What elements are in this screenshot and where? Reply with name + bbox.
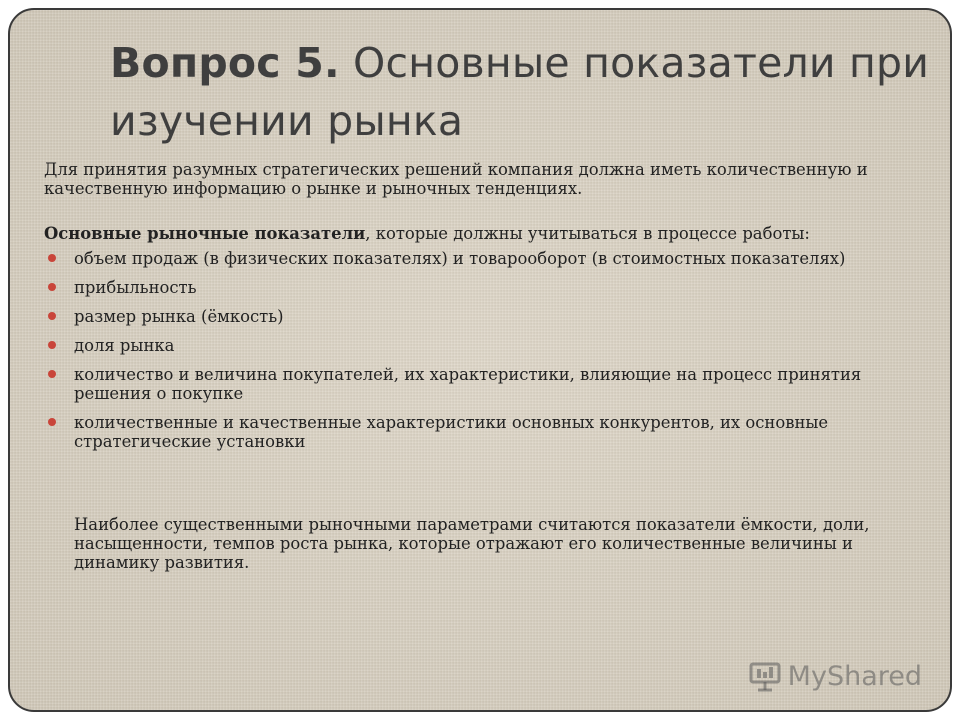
bullet-list (44, 249, 924, 451)
slide-body (44, 160, 924, 572)
bullet-item: количественные и качественные характеристики основных конкурентов, их основные стратегические установки (44, 413, 924, 451)
slide-title (110, 34, 930, 150)
lead-paragraph (44, 224, 924, 243)
bullet-item: количество и величина покупателей, их характеристики, влияющие на процесс принятия решения о покупке (44, 365, 924, 403)
bullet-item: объем продаж (в физических показателях) и товарооборот (в стоимостных показателях) (44, 249, 924, 268)
watermark-text: MyShared (787, 660, 922, 692)
presentation-icon (748, 660, 782, 692)
title-bold: Вопрос 5. (110, 39, 340, 87)
intro-paragraph: Для принятия разумных стратегических решений компания должна иметь количественную и качественную информацию о рынке и рыночных тенденциях. (44, 160, 868, 198)
lead-bold: Основные рыночные показатели (44, 224, 366, 243)
closing-paragraph: Наиболее существенными рыночными параметрами считаются показатели ёмкости, доли, насыщенности, темпов роста рынка, которые отражают его количественные величины и динамику развития. (74, 515, 870, 572)
bullet-item: доля рынка (44, 336, 924, 355)
watermark (748, 660, 922, 692)
bullet-item: размер рынка (ёмкость) (44, 307, 924, 326)
title-rest: Основные показатели при изучении рынка (110, 39, 930, 145)
slide (8, 8, 952, 712)
bullet-item: прибыльность (44, 278, 924, 297)
lead-rest: , которые должны учитываться в процессе работы: (365, 224, 810, 243)
